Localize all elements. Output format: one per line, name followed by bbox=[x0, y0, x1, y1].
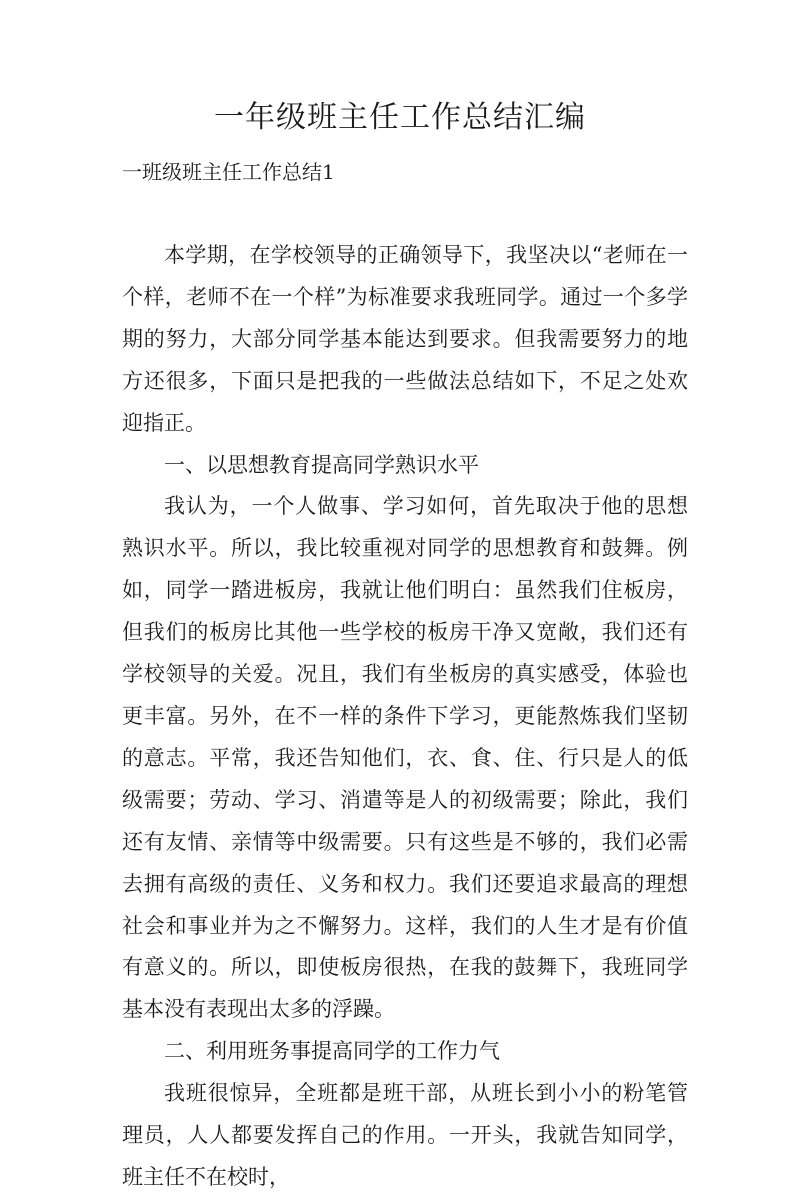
document-title: 一年级班主任工作总结汇编 bbox=[214, 100, 586, 135]
document-subtitle: 一班级班主任工作总结1 bbox=[122, 160, 335, 184]
section-heading-1: 一、以思想教育提高同学熟识水平 bbox=[164, 452, 479, 477]
paragraph-section-2: 我班很惊异，全班都是班干部，从班长到小小的粉笔管理员，人人都要发挥自己的作用。一开头，我就告知同学，班主任不在校时， bbox=[122, 1081, 688, 1189]
document-body bbox=[122, 235, 688, 1199]
paragraph-intro: 本学期，在学校领导的正确领导下，我坚决以“老师在一个样，老师不在一个样”为标准要求我班同学。通过一个多学期的努力，大部分同学基本能达到要求。但我需要努力的地方还很多，下面只是把我的一些做法总结如下，不足之处欢迎指正。 bbox=[122, 243, 688, 435]
paragraph-section-1: 我认为，一个人做事、学习如何，首先取决于他的思想熟识水平。所以，我比较重视对同学的思想教育和鼓舞。例如，同学一踏进板房，我就让他们明白：虽然我们住板房，但我们的板房比其他一些学校的板房干净又宽敞，我们还有学校领导的关爱。况且，我们有坐板房的真实感受，体验也更丰富。另外，在不一样的条件下学习，更能熬炼我们坚韧的意志。平常，我还告知他们，衣、食、住、行只是人的低级需要；劳动、学习、消遣等是人的初级需要；除此，我们还有友情、亲情等中级需要。只有这些是不够的，我们必需去拥有高级的责任、义务和权力。我们还要追求最高的理想社会和事业并为之不懈努力。这样，我们的人生才是有价值有意义的。所以，即使板房很热，在我的鼓舞下，我班同学基本没有表现出太多的浮躁。 bbox=[122, 494, 688, 1022]
section-heading-2: 二、利用班务事提高同学的工作力气 bbox=[164, 1039, 500, 1064]
